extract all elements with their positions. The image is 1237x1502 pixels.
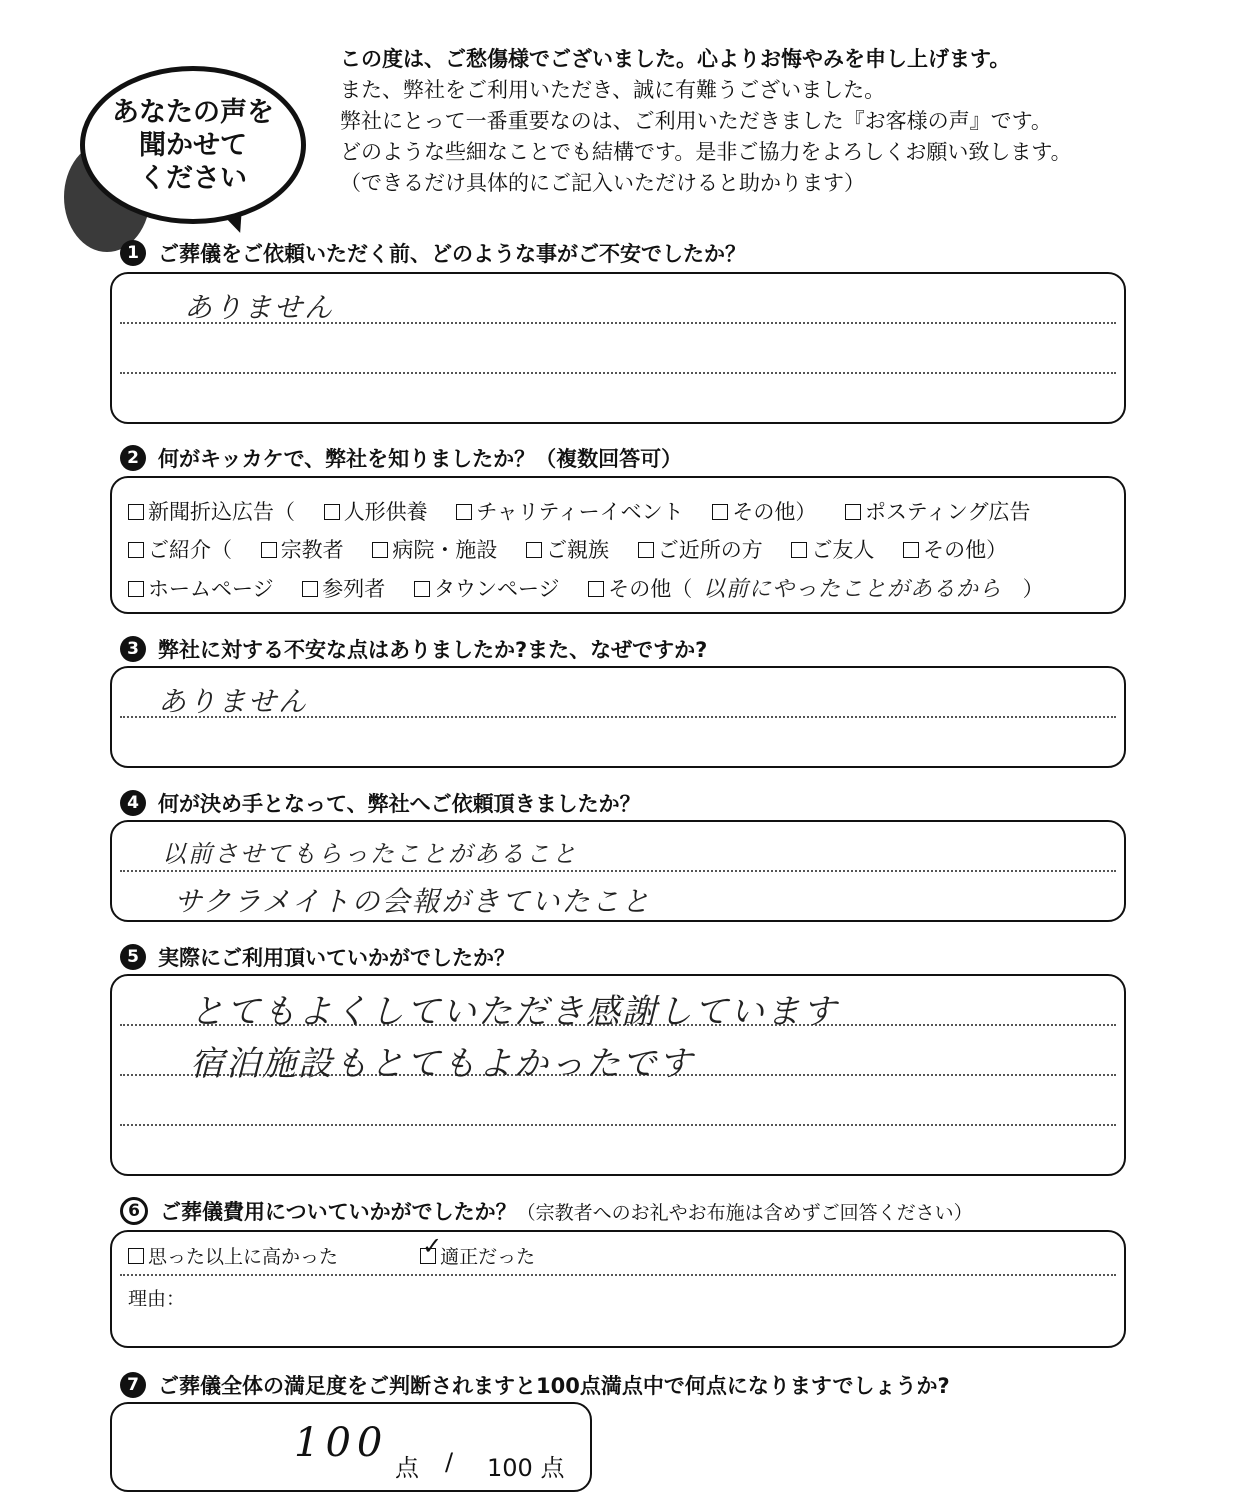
checkbox[interactable] xyxy=(903,542,919,558)
answer-4-line-2: サクラメイトの会報がきていたこと xyxy=(174,885,652,918)
answer-5-line-2: 宿泊施設もとてもよかったです xyxy=(190,1044,694,1084)
checkbox[interactable] xyxy=(128,1248,144,1264)
close-paren: ） xyxy=(1022,577,1044,601)
option-label: 宗教者 xyxy=(280,538,344,562)
checkbox[interactable] xyxy=(526,542,542,558)
option-posting-ad[interactable] xyxy=(845,500,1030,524)
option-religious[interactable] xyxy=(261,538,344,562)
option-other-3[interactable] xyxy=(588,577,692,601)
option-label: ポスティング広告 xyxy=(865,500,1031,524)
checkbox[interactable] xyxy=(638,542,654,558)
score-box[interactable] xyxy=(110,1402,592,1492)
bubble-line-2: 聞かせて xyxy=(139,129,247,161)
answer-box-6 xyxy=(110,1230,1126,1348)
question-number-4: 4 xyxy=(120,790,146,816)
intro-line-1: この度は、ご愁傷様でございました。心よりお悔やみを申し上げます。 xyxy=(340,47,1011,71)
checkbox[interactable] xyxy=(261,542,277,558)
question-7-text: ご葬儀全体の満足度をご判断されますと100点満点中で何点になりますでしょうか? xyxy=(158,1374,950,1398)
cost-options xyxy=(128,1232,557,1269)
checkbox[interactable] xyxy=(372,542,388,558)
option-label: 適正だった xyxy=(440,1246,536,1268)
bubble-body xyxy=(80,66,306,224)
option-friends[interactable] xyxy=(791,538,874,562)
question-3 xyxy=(120,634,707,664)
options-row-1 xyxy=(128,496,1053,526)
answer-5-line-1: とてもよくしていただき感謝しています xyxy=(190,992,838,1032)
option-label: ご近所の方 xyxy=(657,538,763,562)
option-label: ご紹介（ xyxy=(148,538,232,562)
option-label: ご友人 xyxy=(811,538,875,562)
option-label: チャリティーイベント xyxy=(476,500,684,524)
answer-3-text: ありません xyxy=(158,685,309,718)
question-4 xyxy=(120,788,641,818)
options-row-2 xyxy=(128,534,1029,564)
score-unit: 点 xyxy=(395,1454,419,1482)
speech-bubble xyxy=(58,58,318,238)
question-3-text: 弊社に対する不安な点はありましたか?また、なぜですか? xyxy=(158,638,708,662)
bubble-line-1: あなたの声を xyxy=(112,96,274,128)
option-label: 参列者 xyxy=(322,577,386,601)
checkbox[interactable] xyxy=(128,504,144,520)
option-label: ご親族 xyxy=(546,538,610,562)
checkbox[interactable] xyxy=(414,581,430,597)
intro-line-4: どのような些細なことでも結構です。是非ご協力をよろしくお願い致します。 xyxy=(340,140,1072,164)
question-1-text: ご葬儀をご依頼いただく前、どのような事がご不安でしたか？ xyxy=(158,242,746,266)
intro-paragraph xyxy=(340,44,1200,199)
checkbox[interactable] xyxy=(128,581,144,597)
question-number-2: 2 xyxy=(120,445,146,471)
option-other-2[interactable] xyxy=(903,538,1007,562)
answer-4-line-1: 以前させてもらったことがあること xyxy=(162,840,578,868)
reason-label: 理由： xyxy=(128,1288,186,1310)
option-more-expensive[interactable] xyxy=(128,1246,338,1268)
answer-box-1[interactable] xyxy=(110,272,1126,424)
question-6 xyxy=(120,1196,973,1226)
question-number-1: 1 xyxy=(120,240,146,266)
answer-line xyxy=(120,1274,1116,1276)
option-hospital[interactable] xyxy=(372,538,497,562)
checkbox[interactable] xyxy=(791,542,807,558)
answer-box-3[interactable] xyxy=(110,666,1126,768)
option-label: その他（ xyxy=(608,577,693,601)
option-newspaper[interactable] xyxy=(128,500,295,524)
intro-line-5: （できるだけ具体的にご記入いただけると助かります） xyxy=(340,171,865,195)
answer-box-2 xyxy=(110,476,1126,614)
question-6-note: （宗教者へのお礼やお布施は含めずご回答ください） xyxy=(516,1202,973,1224)
score-slash: / xyxy=(445,1448,454,1476)
question-6-text: ご葬儀費用についていかがでしたか？ xyxy=(160,1200,517,1224)
option-neighbors[interactable] xyxy=(638,538,763,562)
option-doll-memorial[interactable] xyxy=(324,500,428,524)
option-label: 病院・施設 xyxy=(392,538,498,562)
option-label: その他） xyxy=(923,538,1008,562)
checkbox[interactable] xyxy=(588,581,604,597)
answer-line xyxy=(120,372,1116,374)
checkbox[interactable] xyxy=(302,581,318,597)
question-number-3: 3 xyxy=(120,636,146,662)
question-5-text: 実際にご利用頂いていかがでしたか？ xyxy=(158,946,515,970)
option-attendee[interactable] xyxy=(302,577,385,601)
answer-line xyxy=(120,1124,1116,1126)
checkbox[interactable] xyxy=(456,504,472,520)
option-label: 人形供養 xyxy=(343,500,428,524)
checkbox[interactable] xyxy=(324,504,340,520)
question-number-7: 7 xyxy=(120,1372,146,1398)
answer-1-text: ありません xyxy=(184,291,335,324)
option-homepage[interactable] xyxy=(128,577,274,601)
option-label: タウンページ xyxy=(433,577,560,601)
score-value: 100 xyxy=(294,1420,389,1466)
question-4-text: 何が決め手となって、弊社へご依頼頂きましたか？ xyxy=(158,792,641,816)
question-number-6: 6 xyxy=(120,1197,148,1225)
option-appropriate[interactable] xyxy=(420,1232,536,1268)
intro-line-3: 弊社にとって一番重要なのは、ご利用いただきました『お客様の声』です。 xyxy=(340,109,1052,133)
option-relatives[interactable] xyxy=(526,538,609,562)
option-label: 新聞折込広告（ xyxy=(148,500,295,524)
checkbox[interactable] xyxy=(712,504,728,520)
question-2 xyxy=(120,443,682,473)
score-max: 100 点 xyxy=(487,1454,565,1482)
other-answer-text: 以前にやったことがあるから xyxy=(702,577,1002,602)
checkbox[interactable] xyxy=(845,504,861,520)
option-other-1[interactable] xyxy=(712,500,816,524)
answer-line xyxy=(120,870,1116,872)
option-referral[interactable] xyxy=(128,538,232,562)
intro-line-2: また、弊社をご利用いただき、誠に有難うございました。 xyxy=(340,78,886,102)
bubble-heading xyxy=(112,96,274,195)
answer-box-4[interactable] xyxy=(110,820,1126,922)
options-row-3 xyxy=(128,572,1044,603)
question-5 xyxy=(120,942,515,972)
check-mark-icon: ✓ xyxy=(422,1232,443,1260)
option-label: その他） xyxy=(732,500,817,524)
question-1 xyxy=(120,238,746,268)
question-2-text: 何がキッカケで、弊社を知りましたか？（複数回答可） xyxy=(158,447,683,471)
question-7 xyxy=(120,1370,950,1400)
option-label: 思った以上に高かった xyxy=(148,1246,339,1268)
option-charity-event[interactable] xyxy=(456,500,683,524)
checkbox[interactable] xyxy=(128,542,144,558)
bubble-line-3: ください xyxy=(139,162,247,194)
option-townpage[interactable] xyxy=(414,577,560,601)
option-label: ホームページ xyxy=(148,577,274,601)
reason-input[interactable] xyxy=(222,1284,1104,1334)
answer-box-5[interactable] xyxy=(110,974,1126,1176)
question-number-5: 5 xyxy=(120,944,146,970)
